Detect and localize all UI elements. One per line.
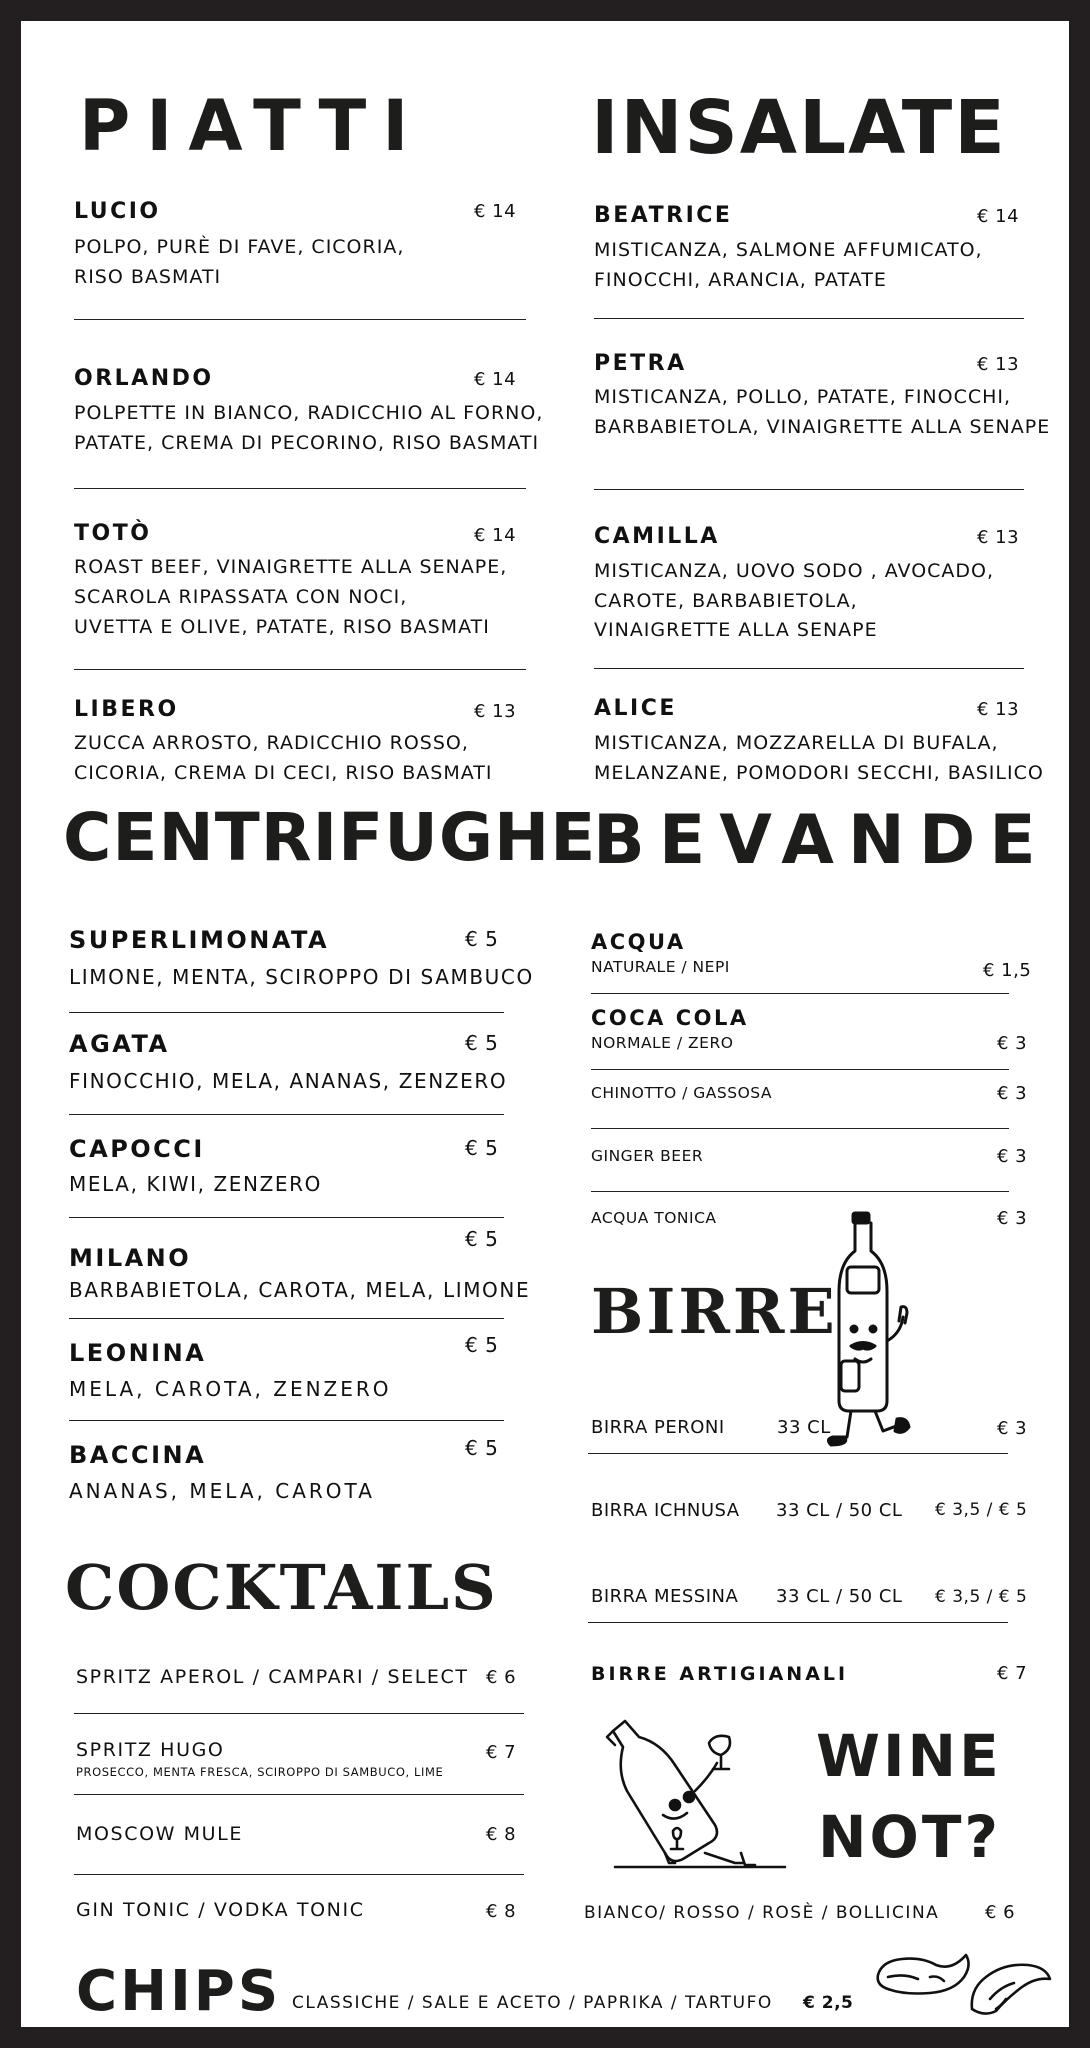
drink-price: € 3 — [997, 1033, 1028, 1054]
divider — [69, 1217, 504, 1218]
dish-name: ORLANDO — [74, 366, 214, 391]
salad-price: € 13 — [977, 699, 1020, 720]
section-title-piatti: PIATTI — [79, 85, 425, 167]
juice-desc: FINOCCHIO, MELA, ANANAS, ZENZERO — [69, 1069, 508, 1093]
drink-price: € 3 — [997, 1146, 1028, 1167]
salad-name: BEATRICE — [594, 203, 733, 228]
dish-price: € 14 — [474, 201, 517, 222]
cocktail-price: € 8 — [486, 1824, 517, 1845]
divider — [594, 668, 1024, 669]
salad-price: € 14 — [977, 206, 1020, 227]
beer-size: 33 CL / 50 CL — [776, 1500, 903, 1521]
cocktail-name: GIN TONIC / VODKA TONIC — [76, 1899, 365, 1921]
beer-price: € 7 — [997, 1663, 1028, 1684]
drink-name: COCA COLA — [591, 1006, 749, 1030]
salad-desc-line: VINAIGRETTE ALLA SENAPE — [594, 619, 878, 641]
section-title-wine-line2: NOT? — [818, 1803, 1002, 1871]
juice-desc: MELA, KIWI, ZENZERO — [69, 1172, 322, 1196]
divider — [74, 1874, 524, 1875]
dish-desc-line: UVETTA E OLIVE, PATATE, RISO BASMATI — [74, 616, 490, 638]
divider — [591, 1069, 1009, 1070]
beer-size: 33 CL — [777, 1417, 831, 1438]
juice-price: € 5 — [465, 1031, 499, 1055]
beer-name: BIRRA ICHNUSA — [591, 1500, 740, 1521]
divider — [588, 1622, 1008, 1623]
drink-sub: NORMALE / ZERO — [591, 1034, 734, 1052]
salad-desc-line: CAROTE, BARBABIETOLA, — [594, 590, 858, 612]
salad-name: ALICE — [594, 696, 677, 721]
juice-price: € 5 — [465, 1227, 499, 1251]
divider — [588, 1453, 1008, 1454]
section-title-bevande: BEVANDE — [593, 801, 1050, 880]
section-title-wine-line1: WINE — [816, 1722, 1002, 1790]
dish-price: € 14 — [474, 369, 517, 390]
salad-price: € 13 — [977, 527, 1020, 548]
juice-price: € 5 — [465, 1333, 499, 1357]
juice-desc: BARBABIETOLA, CAROTA, MELA, LIMONE — [69, 1278, 531, 1302]
drink-name: ACQUA — [591, 930, 686, 954]
drink-sub: GINGER BEER — [591, 1147, 704, 1165]
divider — [591, 1128, 1009, 1129]
cocktail-name: SPRITZ HUGO — [76, 1739, 225, 1761]
dish-desc-line: CICORIA, CREMA DI CECI, RISO BASMATI — [74, 762, 493, 784]
menu-sheet — [21, 21, 1069, 2027]
juice-name: BACCINA — [69, 1441, 207, 1469]
potato-chip-icon — [874, 1941, 974, 2001]
salad-desc-line: MISTICANZA, SALMONE AFFUMICATO, — [594, 239, 983, 261]
dish-price: € 13 — [474, 701, 517, 722]
salad-price: € 13 — [977, 354, 1020, 375]
divider — [69, 1012, 504, 1013]
cocktail-price: € 8 — [486, 1901, 517, 1922]
beer-size: 33 CL / 50 CL — [776, 1586, 903, 1607]
juice-desc: ANANAS, MELA, CAROTA — [69, 1479, 375, 1503]
divider — [74, 1794, 524, 1795]
juice-price: € 5 — [465, 1436, 499, 1460]
beer-name: BIRRE ARTIGIANALI — [591, 1663, 849, 1685]
divider — [74, 669, 526, 670]
juice-price: € 5 — [465, 927, 499, 951]
juice-desc: LIMONE, MENTA, SCIROPPO DI SAMBUCO — [69, 965, 534, 989]
dish-desc-line: PATATE, CREMA DI PECORINO, RISO BASMATI — [74, 432, 540, 454]
dish-desc-line: POLPETTE IN BIANCO, RADICCHIO AL FORNO, — [74, 402, 544, 424]
salad-desc-line: MISTICANZA, UOVO SODO , AVOCADO, — [594, 560, 995, 582]
cocktail-price: € 6 — [486, 1667, 517, 1688]
dish-desc-line: SCAROLA RIPASSATA CON NOCI, — [74, 586, 408, 608]
section-title-insalate: INSALATE — [591, 85, 1007, 171]
divider — [74, 1713, 524, 1714]
section-title-cocktails: COCKTAILS — [65, 1551, 498, 1624]
salad-desc-line: BARBABIETOLA, VINAIGRETTE ALLA SENAPE — [594, 416, 1051, 438]
beer-price: € 3,5 / € 5 — [935, 1500, 1028, 1520]
dish-name: TOTÒ — [74, 521, 152, 546]
juice-name: CAPOCCI — [69, 1135, 205, 1163]
cocktail-sub: PROSECCO, MENTA FRESCA, SCIROPPO DI SAMBUCO, LIME — [76, 1765, 444, 1779]
dish-desc-line: POLPO, PURÈ DI FAVE, CICORIA, — [74, 236, 405, 258]
dish-name: LUCIO — [74, 199, 161, 224]
juice-name: SUPERLIMONATA — [69, 926, 330, 954]
drink-price: € 3 — [997, 1083, 1028, 1104]
beer-bottle-mascot-icon — [821, 1211, 931, 1451]
wine-price: € 6 — [985, 1902, 1016, 1923]
divider — [69, 1318, 504, 1319]
salad-desc-line: FINOCCHI, ARANCIA, PATATE — [594, 269, 887, 291]
divider — [74, 319, 526, 320]
juice-name: MILANO — [69, 1244, 192, 1272]
wine-bottle-mascot-icon — [605, 1713, 795, 1873]
cocktail-price: € 7 — [486, 1742, 517, 1763]
divider — [69, 1420, 504, 1421]
dish-desc-line: ROAST BEEF, VINAIGRETTE ALLA SENAPE, — [74, 556, 508, 578]
drink-sub: NATURALE / NEPI — [591, 958, 730, 976]
juice-desc: MELA, CAROTA, ZENZERO — [69, 1377, 392, 1401]
drink-sub: ACQUA TONICA — [591, 1209, 717, 1227]
salad-desc-line: MISTICANZA, MOZZARELLA DI BUFALA, — [594, 732, 999, 754]
wine-desc: BIANCO/ ROSSO / ROSÈ / BOLLICINA — [584, 1903, 940, 1923]
divider — [594, 318, 1024, 319]
juice-name: LEONINA — [69, 1339, 207, 1367]
divider — [594, 489, 1024, 490]
salad-name: PETRA — [594, 351, 687, 376]
section-title-chips: CHIPS — [76, 1959, 282, 2024]
cocktail-name: SPRITZ APEROL / CAMPARI / SELECT — [76, 1666, 469, 1688]
beer-price: € 3 — [997, 1418, 1028, 1439]
dish-price: € 14 — [474, 525, 517, 546]
drink-sub: CHINOTTO / GASSOSA — [591, 1084, 773, 1102]
salad-desc-line: MELANZANE, POMODORI SECCHI, BASILICO — [594, 762, 1044, 784]
cocktail-name: MOSCOW MULE — [76, 1823, 243, 1845]
beer-price: € 3,5 / € 5 — [935, 1587, 1028, 1607]
chips-desc: CLASSICHE / SALE E ACETO / PAPRIKA / TARTUFO — [292, 1993, 773, 2013]
salad-desc-line: MISTICANZA, POLLO, PATATE, FINOCCHI, — [594, 386, 1012, 408]
beer-name: BIRRA PERONI — [591, 1417, 725, 1438]
dish-desc-line: ZUCCA ARROSTO, RADICCHIO ROSSO, — [74, 732, 469, 754]
dish-desc-line: RISO BASMATI — [74, 266, 222, 288]
salad-name: CAMILLA — [594, 524, 720, 549]
divider — [74, 488, 526, 489]
section-title-centrifughe: CENTRIFUGHE — [63, 799, 597, 876]
divider — [591, 1191, 1009, 1192]
dish-name: LIBERO — [74, 697, 179, 722]
chips-price: € 2,5 — [803, 1993, 854, 2013]
beer-name: BIRRA MESSINA — [591, 1586, 739, 1607]
juice-name: AGATA — [69, 1030, 170, 1058]
drink-price: € 1,5 — [983, 960, 1032, 981]
drink-price: € 3 — [997, 1208, 1028, 1229]
section-title-birre: BIRRE — [591, 1275, 838, 1348]
potato-chip-icon — [966, 1959, 1056, 2019]
divider — [591, 993, 1009, 994]
juice-price: € 5 — [465, 1136, 499, 1160]
divider — [69, 1114, 504, 1115]
